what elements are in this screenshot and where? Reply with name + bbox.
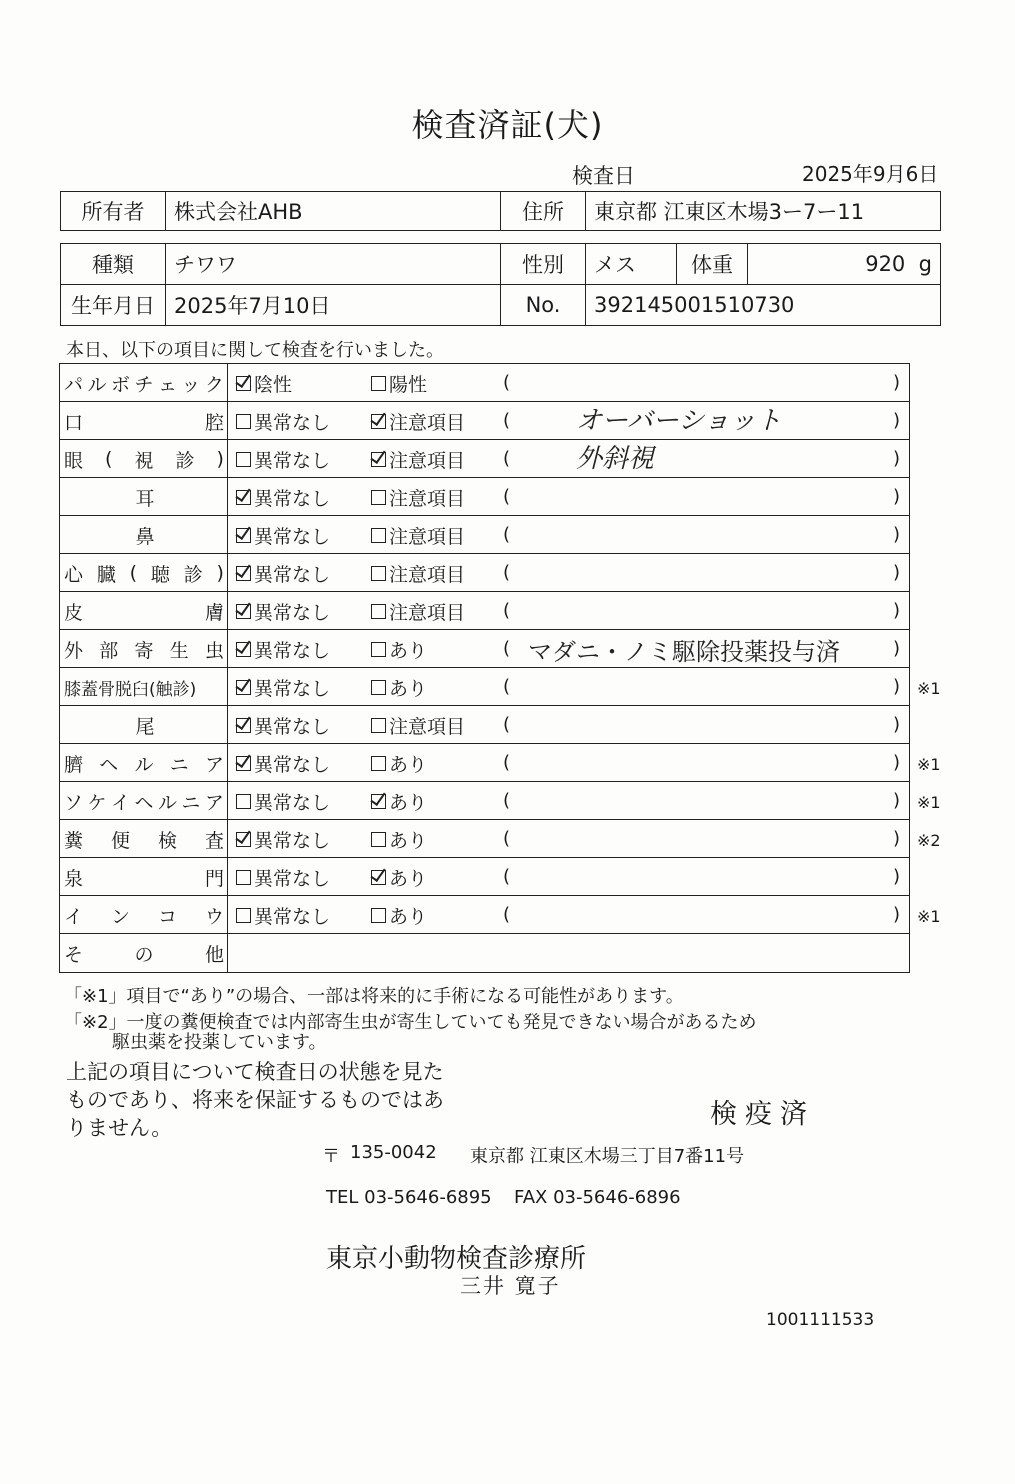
close-paren: )	[893, 714, 901, 735]
checkbox-icon[interactable]	[371, 756, 386, 771]
checklist-row	[60, 896, 909, 934]
option-1-label: 異常なし	[254, 487, 331, 510]
no-value: 392145001510730	[586, 285, 941, 326]
reference-mark: ※1	[917, 907, 941, 926]
checkbox-icon[interactable]	[236, 452, 251, 467]
item-note: オーバーショット	[576, 406, 782, 436]
checklist-row	[60, 934, 909, 972]
weight-value: 920	[865, 252, 906, 276]
option-2-label: 注意項目	[389, 449, 466, 472]
item-name: パ ル ボ チ ェ ッ ク	[64, 373, 224, 396]
option-2[interactable]	[371, 478, 465, 516]
option-1[interactable]	[236, 478, 330, 516]
checklist-row	[60, 440, 909, 478]
address-label: 住所	[501, 192, 586, 231]
option-1[interactable]	[236, 858, 330, 896]
option-1-label: 陰性	[254, 373, 293, 396]
close-paren: )	[893, 600, 901, 621]
option-2-label: 注意項目	[389, 563, 466, 586]
footnote-1: 「※1」項目で“あり”の場合、一部は将来的に手術になる可能性があります。	[64, 986, 684, 1007]
checklist-row	[60, 858, 909, 896]
close-paren: )	[893, 638, 901, 659]
pet-table	[60, 243, 941, 326]
open-paren: (	[503, 486, 511, 507]
breed-value: チワワ	[166, 244, 501, 285]
option-2-label: 注意項目	[389, 601, 466, 624]
item-name: 鼻	[135, 525, 155, 548]
open-paren: (	[503, 410, 511, 431]
checklist-row	[60, 554, 909, 592]
checked-box-icon[interactable]	[236, 490, 251, 505]
open-paren: (	[503, 448, 511, 469]
item-name: 耳	[135, 487, 155, 510]
option-1[interactable]	[236, 782, 330, 820]
open-paren: (	[503, 752, 511, 773]
option-2[interactable]	[371, 364, 427, 402]
checked-box-icon[interactable]	[236, 566, 251, 581]
checkbox-icon[interactable]	[371, 908, 386, 923]
option-2[interactable]	[371, 858, 427, 896]
footnote-2-line2: 駆虫薬を投薬しています。	[112, 1032, 327, 1053]
item-name: 泉 門	[64, 867, 224, 890]
option-2-label: 注意項目	[389, 487, 466, 510]
weight-unit: g	[918, 252, 932, 276]
weight-cell	[748, 244, 941, 285]
item-note: 外斜視	[576, 444, 655, 474]
open-paren: (	[503, 714, 511, 735]
checked-box-icon[interactable]	[236, 528, 251, 543]
option-1-label: 異常なし	[254, 677, 331, 700]
checked-box-icon[interactable]	[236, 604, 251, 619]
option-1[interactable]	[236, 820, 330, 858]
option-1-label: 異常なし	[254, 715, 331, 738]
item-name: 皮 膚	[64, 601, 224, 624]
option-2[interactable]	[371, 744, 427, 782]
option-1-label: 異常なし	[254, 867, 331, 890]
clinic-tel: TEL 03-5646-6895	[326, 1187, 492, 1208]
option-2-label: 陽性	[389, 373, 428, 396]
reference-mark: ※1	[917, 755, 941, 774]
option-1[interactable]	[236, 440, 330, 478]
reference-mark: ※2	[917, 831, 941, 850]
option-1[interactable]	[236, 516, 330, 554]
option-2-label: 注意項目	[389, 525, 466, 548]
postal-code: 135-0042	[350, 1142, 437, 1163]
checked-box-icon[interactable]	[236, 756, 251, 771]
option-1[interactable]	[236, 592, 330, 630]
option-1[interactable]	[236, 668, 330, 706]
doctor-name: 三井 寛子	[460, 1274, 561, 1298]
option-2-label: あり	[389, 753, 428, 776]
option-2[interactable]	[371, 706, 465, 744]
open-paren: (	[503, 600, 511, 621]
open-paren: (	[503, 676, 511, 697]
checkbox-icon[interactable]	[371, 490, 386, 505]
close-paren: )	[893, 562, 901, 583]
checklist-row	[60, 478, 909, 516]
option-2[interactable]	[371, 630, 427, 668]
clinic-address: 東京都 江東区木場三丁目7番11号	[470, 1146, 745, 1167]
open-paren: (	[503, 372, 511, 393]
checklist-row	[60, 668, 909, 706]
checkbox-icon[interactable]	[371, 528, 386, 543]
checked-box-icon[interactable]	[236, 642, 251, 657]
option-1[interactable]	[236, 364, 292, 402]
item-name: 口 腔	[64, 411, 224, 434]
checked-box-icon[interactable]	[236, 680, 251, 695]
option-1[interactable]	[236, 744, 330, 782]
option-2[interactable]	[371, 516, 465, 554]
item-name: 臍 ヘ ル ニ ア	[64, 753, 224, 776]
checkbox-icon[interactable]	[236, 794, 251, 809]
clinic-name: 東京小動物検査診療所	[326, 1244, 587, 1274]
close-paren: )	[893, 676, 901, 697]
birth-label: 生年月日	[61, 285, 166, 326]
checkbox-icon[interactable]	[371, 642, 386, 657]
item-name: イ ン コ ウ	[64, 905, 224, 928]
option-1-label: 異常なし	[254, 601, 331, 624]
item-name: 眼 ( 視 診 )	[64, 448, 224, 472]
birth-value: 2025年7月10日	[166, 285, 501, 326]
checklist-row	[60, 630, 909, 668]
option-1-label: 異常なし	[254, 411, 331, 434]
close-paren: )	[893, 828, 901, 849]
option-1-label: 異常なし	[254, 639, 331, 662]
item-note: マダニ・ノミ駆除投薬投与済	[528, 638, 840, 666]
checklist-row	[60, 402, 909, 440]
item-name: そ の 他	[64, 943, 224, 966]
checklist-row	[60, 706, 909, 744]
close-paren: )	[893, 904, 901, 925]
open-paren: (	[503, 828, 511, 849]
checked-box-icon[interactable]	[236, 832, 251, 847]
option-2[interactable]	[371, 820, 427, 858]
open-paren: (	[503, 524, 511, 545]
open-paren: (	[503, 638, 511, 659]
option-2-label: あり	[389, 677, 428, 700]
document-title: 検査済証(犬)	[411, 106, 604, 144]
option-2-label: あり	[389, 829, 428, 852]
option-1[interactable]	[236, 706, 330, 744]
item-name: 糞 便 検 査	[64, 829, 224, 852]
close-paren: )	[893, 486, 901, 507]
sex-label: 性別	[501, 244, 586, 285]
reference-mark: ※1	[917, 793, 941, 812]
no-label: No.	[501, 285, 586, 326]
checked-box-icon[interactable]	[371, 870, 386, 885]
option-2-label: 注意項目	[389, 715, 466, 738]
intro-text: 本日、以下の項目に関して検査を行いました。	[66, 340, 444, 361]
option-2[interactable]	[371, 554, 465, 592]
checklist-row	[60, 592, 909, 630]
owner-table	[60, 191, 941, 231]
option-2[interactable]	[371, 592, 465, 630]
close-paren: )	[893, 372, 901, 393]
option-1[interactable]	[236, 402, 330, 440]
address-value: 東京都 江東区木場3ー7ー11	[586, 192, 941, 231]
open-paren: (	[503, 866, 511, 887]
option-1-label: 異常なし	[254, 905, 331, 928]
checklist-row	[60, 782, 909, 820]
option-2-label: あり	[389, 905, 428, 928]
postal-mark: 〒	[322, 1146, 340, 1167]
option-1[interactable]	[236, 630, 330, 668]
option-2-label: 注意項目	[389, 411, 466, 434]
option-2[interactable]	[371, 668, 427, 706]
option-1-label: 異常なし	[254, 449, 331, 472]
checklist-row	[60, 744, 909, 782]
quarantine-stamp: 検疫済	[710, 1099, 815, 1130]
option-2[interactable]	[371, 402, 465, 440]
open-paren: (	[503, 904, 511, 925]
exam-date-label: 検査日	[572, 164, 635, 188]
option-1[interactable]	[236, 896, 330, 934]
item-name: 外 部 寄 生 虫	[64, 639, 224, 662]
clinic-fax: FAX 03-5646-6896	[514, 1187, 681, 1208]
disclaimer-statement: 上記の項目について検査日の状態を見たものであり、将来を保証するものではありません。	[66, 1060, 444, 1140]
sex-value: メス	[586, 244, 677, 285]
open-paren: (	[503, 790, 511, 811]
close-paren: )	[893, 448, 901, 469]
option-1-label: 異常なし	[254, 563, 331, 586]
option-2-label: あり	[389, 791, 428, 814]
owner-label: 所有者	[61, 192, 166, 231]
owner-value: 株式会社AHB	[166, 192, 501, 231]
checkbox-icon[interactable]	[236, 414, 251, 429]
footnote-2-line1: 「※2」一度の糞便検査では内部寄生虫が寄生していても発見できない場合があるため	[64, 1012, 757, 1033]
checkbox-icon[interactable]	[371, 376, 386, 391]
checked-box-icon[interactable]	[236, 718, 251, 733]
option-1-label: 異常なし	[254, 753, 331, 776]
item-name: 心 臓 ( 聴 診 )	[64, 562, 224, 586]
option-2-label: あり	[389, 639, 428, 662]
option-1-label: 異常なし	[254, 829, 331, 852]
checkbox-icon[interactable]	[371, 604, 386, 619]
item-name: ソ ケ イ ヘ ル ニ ア	[64, 791, 224, 814]
close-paren: )	[893, 410, 901, 431]
exam-date-value: 2025年9月6日	[802, 162, 939, 186]
serial-number: 1001111533	[766, 1310, 875, 1330]
close-paren: )	[893, 524, 901, 545]
option-2[interactable]	[371, 896, 427, 934]
checked-box-icon[interactable]	[371, 794, 386, 809]
checked-box-icon[interactable]	[371, 414, 386, 429]
weight-label: 体重	[677, 244, 748, 285]
checkbox-icon[interactable]	[371, 832, 386, 847]
item-name: 尾	[135, 715, 155, 738]
option-2[interactable]	[371, 440, 465, 478]
checked-box-icon[interactable]	[236, 376, 251, 391]
option-1-label: 異常なし	[254, 791, 331, 814]
item-name: 膝蓋骨脱臼(触診)	[64, 679, 197, 700]
checkbox-icon[interactable]	[236, 908, 251, 923]
checkbox-icon[interactable]	[371, 680, 386, 695]
checkbox-icon[interactable]	[236, 870, 251, 885]
close-paren: )	[893, 790, 901, 811]
option-1[interactable]	[236, 554, 330, 592]
checklist-row	[60, 364, 909, 402]
checklist-row	[60, 820, 909, 858]
option-1-label: 異常なし	[254, 525, 331, 548]
breed-label: 種類	[61, 244, 166, 285]
checked-box-icon[interactable]	[371, 452, 386, 467]
close-paren: )	[893, 752, 901, 773]
checklist-table	[59, 363, 941, 973]
open-paren: (	[503, 562, 511, 583]
checkbox-icon[interactable]	[371, 718, 386, 733]
reference-mark: ※1	[917, 679, 941, 698]
checkbox-icon[interactable]	[371, 566, 386, 581]
close-paren: )	[893, 866, 901, 887]
checklist-row	[60, 516, 909, 554]
option-2-label: あり	[389, 867, 428, 890]
option-2[interactable]	[371, 782, 427, 820]
